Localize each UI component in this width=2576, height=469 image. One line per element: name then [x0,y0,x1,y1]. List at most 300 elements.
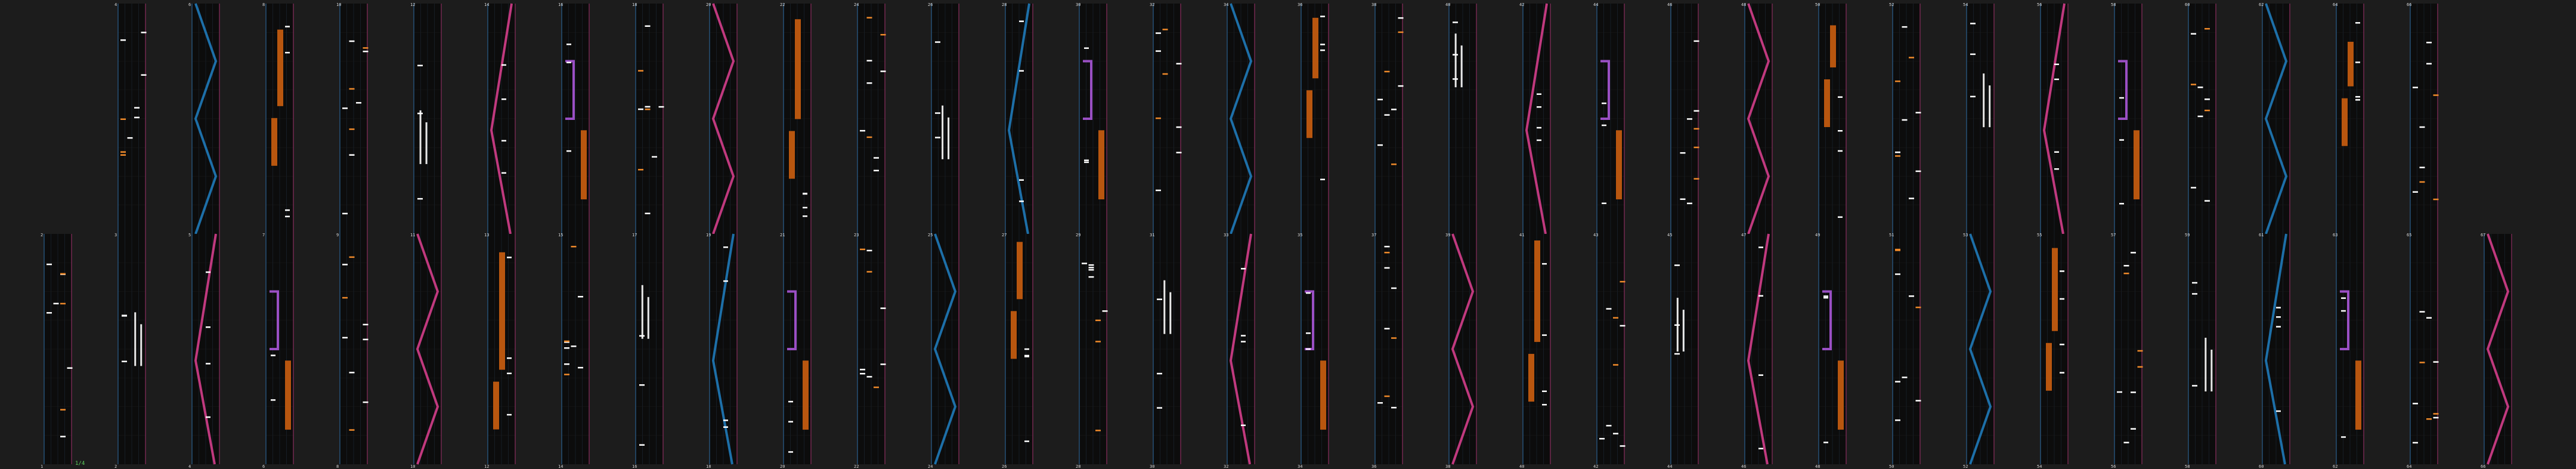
hold-note [881,34,886,36]
measure-label: 19 [706,233,711,237]
tap-note [566,150,571,152]
hold-bar [1312,18,1318,78]
measure-label: 8 [336,464,339,469]
measure-label: 30 [1076,2,1081,7]
hold-bar [1011,311,1017,359]
tap-note [2131,252,2136,254]
tap-note [1902,119,1908,121]
tap-note [1453,78,1458,80]
tap-note [881,307,886,309]
measure-label: 48 [1815,464,1820,469]
tap-note [1602,202,1606,204]
tap-note [1082,263,1087,264]
measure-label: 49 [1815,233,1820,237]
tap-note [1157,298,1162,300]
measure-label: 5 [188,233,191,237]
tap-note [206,416,210,418]
flick-note [140,324,142,366]
tap-note [867,250,872,252]
hold-bar [581,130,587,199]
tap-note [803,207,807,209]
hold-note [2433,94,2439,96]
tap-note [803,193,807,195]
tap-note [2276,316,2281,318]
measure-label: 25 [928,233,933,237]
progress-label: 1/4 [75,461,85,467]
measure-label: 22 [780,2,785,7]
tap-note [1320,16,1325,17]
tap-note [2426,317,2432,319]
tap-note [1537,94,1541,95]
hold-bar [2342,98,2348,146]
tap-note [501,172,506,174]
tap-note [874,170,879,172]
hold-bar [789,131,795,179]
tap-note [2433,417,2439,419]
tap-note [1823,442,1828,443]
tap-note [2433,361,2439,363]
measure-label: 4 [114,2,117,7]
hold-bar [1830,25,1836,67]
measure-label: 14 [558,464,564,469]
tap-note [935,41,940,43]
tap-note [2054,64,2059,66]
tap-note [1542,334,1547,336]
tap-note [1674,264,1680,266]
tap-note [2413,191,2418,193]
tap-note [1089,264,1094,266]
tap-note [417,198,423,200]
tap-note [1391,407,1397,409]
measure-label: 43 [1593,233,1599,237]
measure-label: 32 [1224,464,1229,469]
measure-label: 59 [2185,233,2190,237]
tap-note [285,209,290,211]
tap-note [2191,187,2196,189]
measure-label: 55 [2037,233,2042,237]
tap-note [1537,127,1541,129]
hold-note [1909,57,1914,58]
tap-note [271,399,275,401]
tap-note [1241,341,1246,343]
tap-note [1024,355,1029,357]
measure-label: 48 [1741,2,1747,7]
tap-note [564,363,569,365]
measure-label: 3 [114,233,117,237]
tap-note [788,451,793,453]
hold-note [60,409,66,411]
tap-note [1916,112,1921,114]
measure-label: 40 [1519,464,1525,469]
tap-note [2192,385,2197,387]
tap-note [867,376,872,378]
measure-label: 34 [1224,2,1229,7]
tap-note [867,60,872,61]
tap-note [1453,54,1458,55]
hold-bar [1306,90,1312,138]
tap-note [1613,433,1618,434]
tap-note [2355,96,2360,98]
tap-note [1542,263,1547,265]
measure-label: 12 [484,464,490,469]
tap-note [206,326,210,328]
tap-note [1320,50,1325,51]
tap-note [1156,32,1161,34]
tap-note [507,414,512,416]
tap-note [2060,270,2064,272]
hold-note [120,118,126,120]
tap-note [1377,402,1383,404]
hold-bar [1838,360,1844,430]
tap-note [2413,442,2418,444]
hold-note [349,128,355,130]
measure-label: 46 [1667,2,1673,7]
measure-label: 53 [1963,233,1968,237]
tap-note [507,357,512,359]
tap-note [1838,130,1843,132]
tap-note [206,271,210,273]
tap-note [1084,162,1089,163]
tap-note [860,369,865,371]
tap-note [723,427,728,428]
tap-note [2198,87,2203,88]
hold-note [349,257,355,258]
hold-bar [1824,79,1830,127]
tap-note [881,70,886,72]
hold-note [60,273,66,275]
hold-note [2420,181,2425,183]
tap-note [1157,407,1162,409]
tap-note [349,41,355,42]
tap-note [1537,106,1541,108]
measure-label: 66 [2407,2,2412,7]
measure-label: 10 [336,2,342,7]
tap-note [1606,425,1612,427]
tap-note [1306,332,1311,334]
measure-label: 27 [1002,233,1007,237]
flick-note [648,297,649,339]
measure-label: 41 [1519,233,1525,237]
measure-label: 42 [1519,2,1525,7]
tap-note [47,312,52,314]
hold-note [2138,350,2143,352]
hold-note [1694,147,1699,149]
tap-note [67,368,73,369]
tap-note [1542,390,1547,392]
tap-note [2355,99,2360,101]
hold-note [1156,118,1161,119]
hold-note [1694,128,1699,130]
tap-note [507,373,512,375]
tap-note [349,154,355,156]
hold-note [1095,320,1101,322]
tap-note [1909,198,1914,199]
hold-note [564,374,569,375]
tap-note [342,213,348,215]
tap-note [1089,267,1094,269]
measure-label: 21 [780,233,785,237]
tap-note [1103,310,1108,312]
measure-label: 18 [706,464,711,469]
tap-note [1391,288,1397,289]
hold-note [1694,178,1699,180]
measure-label: 65 [2407,233,2412,237]
measure-label: 44 [1593,2,1599,7]
tap-note [723,246,728,248]
tap-note [1916,400,1921,402]
tap-note [659,106,664,108]
hold-note [2138,366,2143,368]
tap-note [285,52,290,54]
measure-label: 62 [2259,2,2264,7]
flick-note [2210,350,2212,391]
measure-label: 45 [1667,233,1673,237]
tap-note [285,26,290,27]
measure-label: 64 [2333,2,2338,7]
hold-note [1391,337,1397,339]
tap-note [571,345,577,347]
tap-note [2191,33,2196,35]
hold-bar [795,19,801,119]
hold-note [342,297,348,299]
tap-note [1241,335,1246,337]
tap-note [2413,403,2418,405]
tap-note [1024,348,1029,350]
hold-note [349,429,355,431]
tap-note [2276,326,2281,328]
tap-note [645,25,651,27]
hold-note [363,47,369,49]
tap-note [1916,171,1921,172]
measure-label: 58 [2185,464,2190,469]
tap-note [1680,199,1686,200]
tap-note [1838,150,1843,152]
tap-note [501,140,506,142]
tap-note [1606,308,1612,310]
tap-note [1620,445,1626,447]
measure-label: 34 [1298,464,1303,469]
tap-note [134,117,140,119]
measure-label: 64 [2407,464,2412,469]
tap-note [2205,98,2210,100]
hold-note [2433,199,2439,200]
measure-label: 14 [484,2,490,7]
hold-bar [1528,354,1534,402]
tap-note [1542,404,1547,406]
tap-note [2341,297,2346,299]
tap-note [2355,22,2360,24]
measure-label: 23 [854,233,859,237]
measure-label: 4 [188,464,191,469]
tap-note [881,363,886,365]
tap-note [1176,126,1182,128]
tap-note [860,373,865,375]
hold-note [1391,163,1397,165]
tap-note [1241,425,1246,427]
tap-note [935,112,940,114]
measure-label: 26 [928,2,933,7]
tap-note [1385,267,1390,269]
tap-note [564,347,569,349]
tap-note [1758,295,1763,297]
hold-note [120,151,126,153]
hold-note [867,17,872,18]
tap-note [566,44,571,45]
tap-note [1823,295,1828,297]
hold-bar [2046,343,2052,391]
hold-note [349,88,355,90]
tap-note [1687,118,1692,120]
tap-note [1602,103,1606,104]
tap-note [1089,276,1094,278]
hold-note [1385,252,1390,254]
tap-note [1694,110,1699,112]
tap-note [2341,436,2346,438]
tap-note [645,212,651,214]
measure-label: 13 [484,233,490,237]
tap-note [285,216,290,218]
measure-label: 44 [1667,464,1673,469]
measure-label: 36 [1371,464,1377,469]
measure-label: 2 [41,233,44,237]
tap-note [1895,419,1900,421]
tap-note [723,280,728,282]
measure-label: 61 [2259,233,2264,237]
tap-note [2119,97,2124,99]
measure-label: 20 [780,464,785,469]
hold-note [1385,71,1390,73]
hold-bar [1534,240,1540,342]
tap-note [1694,41,1699,42]
measure-label: 67 [2481,233,2486,237]
tap-note [2060,372,2064,374]
tap-note [788,401,793,403]
measure-label: 56 [2037,2,2042,7]
measure-label: 30 [1150,464,1155,469]
measure-label: 38 [1445,464,1451,469]
tap-note [2124,442,2129,443]
tap-note [1019,200,1024,202]
hold-note [1095,430,1101,431]
flick-note [1683,310,1685,351]
tap-note [342,107,348,109]
tap-note [1758,448,1763,450]
measure-label: 54 [1963,2,1968,7]
measure-label: 52 [1889,2,1894,7]
tap-note [1602,125,1606,126]
tap-note [120,39,126,41]
tap-note [639,384,645,386]
tap-note [2276,411,2281,412]
tap-note [1176,63,1182,65]
hold-bar [1098,130,1104,199]
tap-note [1453,21,1458,23]
measure-label: 17 [632,233,637,237]
tap-note [1674,353,1680,355]
tap-note [2131,428,2136,430]
tap-note [1391,109,1397,110]
tap-note [2054,168,2059,170]
tap-note [1970,23,1976,24]
measure-label: 46 [1741,464,1747,469]
hold-note [1895,81,1900,82]
hold-note [1895,155,1900,157]
hold-note [120,154,126,156]
measure-label: 52 [1963,464,1968,469]
measure-label: 33 [1224,233,1229,237]
tap-note [803,215,807,217]
measure-label: 47 [1741,233,1747,237]
measure-label: 24 [928,464,933,469]
flick-note [2205,338,2206,391]
tap-note [363,324,369,326]
hold-bar [1017,242,1023,299]
flick-note [942,106,943,159]
measure-label: 2 [114,464,117,469]
hold-bar [2348,42,2354,87]
measure-label: 37 [1371,233,1377,237]
tap-note [1156,190,1161,192]
tap-note [2117,391,2122,393]
tap-note [1241,268,1246,270]
tap-note [349,372,355,374]
tap-note [1599,438,1605,440]
measure-label: 9 [336,233,339,237]
tap-note [1758,246,1763,248]
tap-note [566,61,571,63]
tap-note [639,444,645,446]
measure-label: 60 [2259,464,2264,469]
tap-note [638,109,643,110]
tap-note [1024,440,1029,442]
tap-note [1895,381,1900,382]
measure-label: 6 [262,464,265,469]
tap-note [1385,328,1390,330]
hold-note [60,303,66,305]
tap-note [874,157,879,159]
tap-note [1838,217,1843,218]
flick-note [1163,280,1165,334]
flick-note [1983,73,1984,127]
hold-note [874,387,879,388]
hold-bar [2355,360,2361,430]
hold-bar [277,30,283,106]
tap-note [2060,344,2064,345]
tap-note [1620,325,1626,327]
hold-note [2191,84,2196,85]
hold-note [1398,32,1404,33]
tap-note [1385,246,1390,248]
tap-note [1385,114,1390,116]
tap-note [363,51,369,53]
measure-label: 66 [2481,464,2486,469]
hold-note [638,169,643,171]
tap-note [2355,61,2360,63]
tap-note [1970,54,1976,55]
tap-note [206,363,210,365]
measure-label: 22 [854,464,859,469]
hold-bar [493,382,499,430]
flick-note [1989,85,1990,127]
tap-note [1674,325,1680,326]
tap-note [1838,96,1843,98]
hold-note [860,249,865,251]
tap-note [1895,152,1900,153]
measure-label: 58 [2111,2,2116,7]
measure-label: 32 [1150,2,1155,7]
tap-note [867,82,872,84]
hold-bar [499,252,505,370]
